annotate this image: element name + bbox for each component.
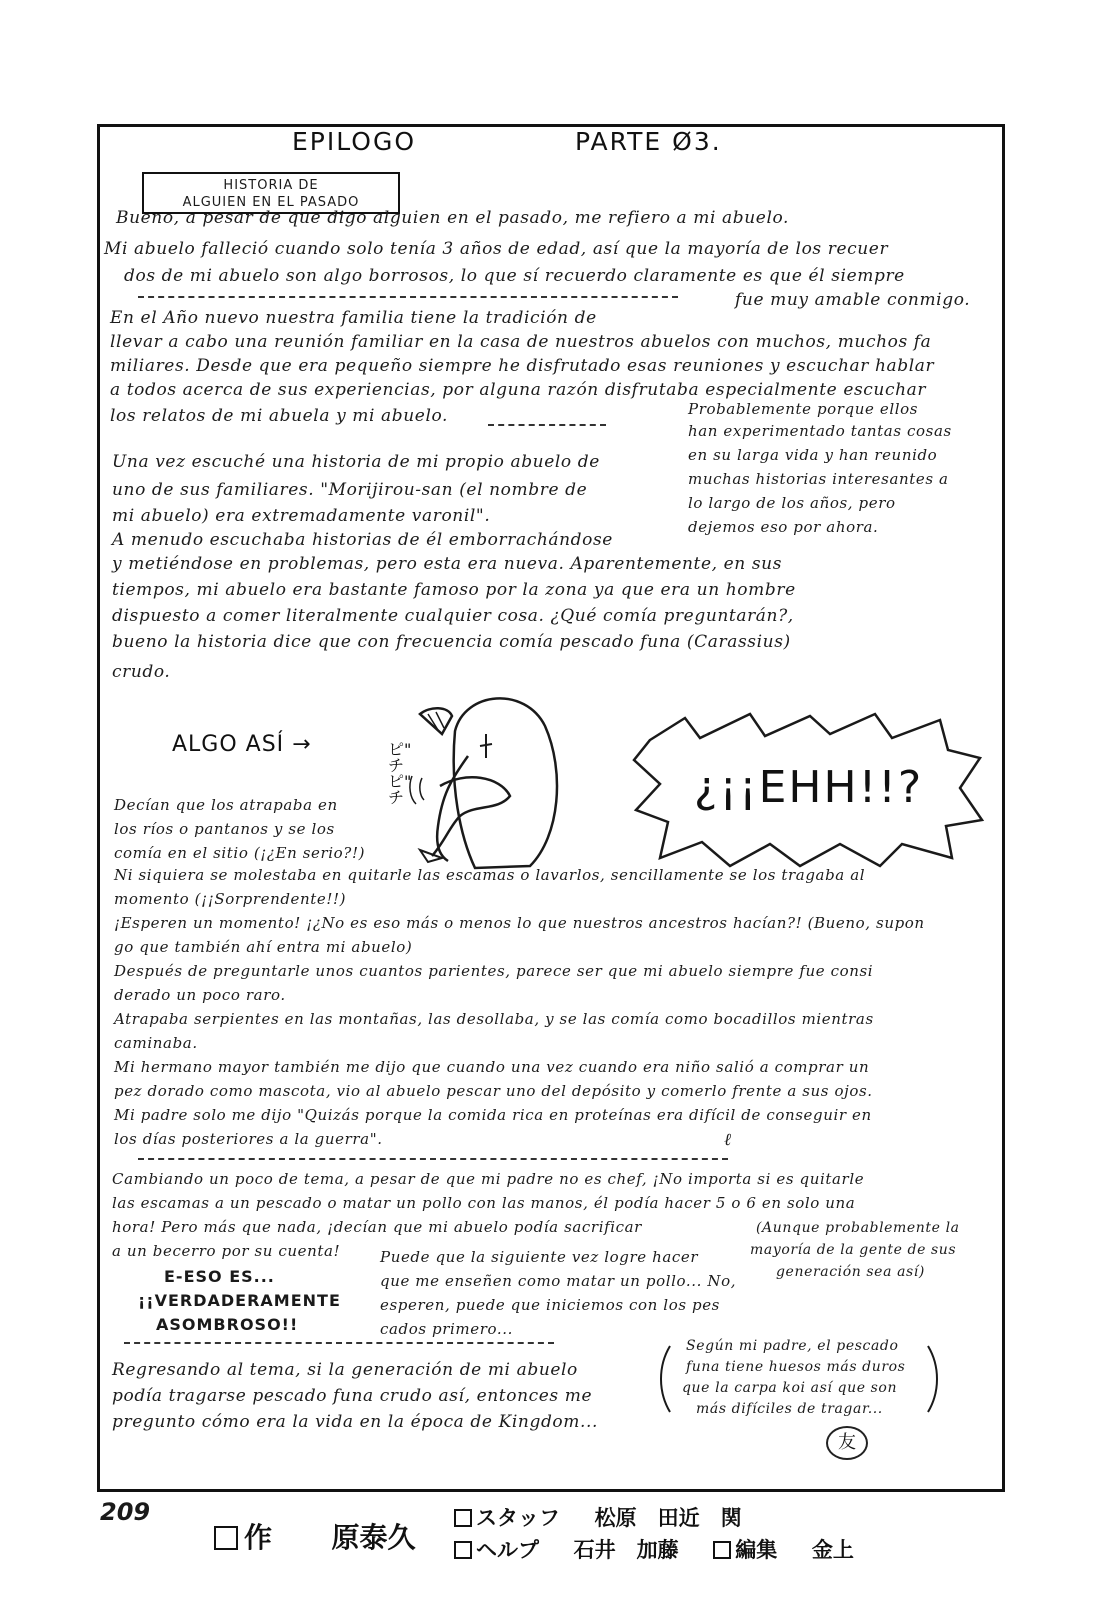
text-line: A menudo escuchaba historias de él emborrachándose bbox=[112, 530, 613, 550]
illustration-label: ALGO ASÍ → bbox=[172, 732, 312, 757]
sweat-drop-icon: ℓ bbox=[724, 1130, 732, 1150]
note-line: en su larga vida y han reunido bbox=[688, 446, 938, 464]
text-line: momento (¡¡Sorprendente!!) bbox=[114, 890, 347, 908]
blob-character-icon bbox=[380, 686, 580, 876]
text-line: llevar a cabo una reunión familiar en la casa de nuestros abuelos con muchos, muchos fa bbox=[110, 332, 932, 352]
page-title: EPILOGO bbox=[292, 127, 417, 156]
divider bbox=[138, 1158, 728, 1160]
exclaim-line: ¡¡VERDADERAMENTE bbox=[138, 1291, 341, 1310]
side-note-3 bbox=[656, 1336, 942, 1422]
sfx-3: ピ" bbox=[388, 772, 412, 791]
checkbox-square-icon bbox=[713, 1541, 731, 1559]
note-line: cados primero... bbox=[380, 1320, 513, 1338]
text-line: y metiéndose en problemas, pero esta era nueva. Aparentemente, en sus bbox=[112, 554, 783, 574]
text-line: los relatos de mi abuela y mi abuelo. bbox=[110, 406, 449, 426]
staff-label: スタッフ bbox=[476, 1506, 560, 1530]
text-line: uno de sus familiares. "Morijirou-san (el nombre de bbox=[112, 480, 588, 500]
sfx-1: ピ" bbox=[388, 740, 412, 759]
divider bbox=[124, 1342, 554, 1344]
text-line: Cambiando un poco de tema, a pesar de que mi padre no es chef, ¡No importa si es quitarle bbox=[112, 1170, 865, 1188]
note-line: Probablemente porque ellos bbox=[688, 400, 919, 418]
caption-line: comía en el sitio (¡¿En serio?!) bbox=[114, 844, 366, 862]
checkbox-square-icon bbox=[454, 1509, 472, 1527]
section-label-line1: HISTORIA DE bbox=[223, 178, 319, 193]
exclamation-burst bbox=[630, 710, 990, 870]
note-line: funa tiene huesos más duros bbox=[686, 1359, 906, 1375]
text-line: crudo. bbox=[112, 662, 171, 682]
text-line: Mi padre solo me dijo "Quizás porque la comida rica en proteínas era difícil de conseguir en bbox=[114, 1106, 872, 1124]
note-line: han experimentado tantas cosas bbox=[688, 422, 952, 440]
exclaim-line: ASOMBROSO!! bbox=[156, 1315, 299, 1334]
text-line: dos de mi abuelo son algo borrosos, lo que sí recuerdo claramente es que él siempre bbox=[124, 266, 905, 286]
text-line: Una vez escuché una historia de mi propio abuelo de bbox=[112, 452, 600, 472]
help-credit bbox=[454, 1534, 854, 1564]
sfx-2: チ bbox=[388, 756, 405, 775]
text-line: los días posteriores a la guerra". bbox=[114, 1130, 383, 1148]
text-line: Regresando al tema, si la generación de mi abuelo bbox=[112, 1360, 578, 1380]
text-line: pregunto cómo era la vida en la época de Kingdom... bbox=[112, 1412, 598, 1432]
text-line: dispuesto a comer literalmente cualquier cosa. ¿Qué comía preguntarán?, bbox=[112, 606, 794, 626]
help-names: 石井 加藤 bbox=[573, 1538, 679, 1562]
text-line: fue muy amable conmigo. bbox=[735, 290, 971, 310]
note-line: que la carpa koi así que son bbox=[682, 1380, 898, 1396]
grandfather-eating-fish-illustration bbox=[380, 686, 580, 876]
text-line: bueno la historia dice que con frecuencia comía pescado funa (Carassius) bbox=[112, 632, 791, 652]
author-label: 作 bbox=[244, 1521, 273, 1554]
staff-credit bbox=[454, 1502, 742, 1532]
text-line: a un becerro por su cuenta! bbox=[112, 1242, 341, 1260]
text-line: go que también ahí entra mi abuelo) bbox=[114, 938, 413, 956]
text-line: derado un poco raro. bbox=[114, 986, 286, 1004]
note-line: (Aunque probablemente la bbox=[756, 1220, 960, 1236]
text-line: tiempos, mi abuelo era bastante famoso por la zona ya que era un hombre bbox=[112, 580, 796, 600]
editor-name: 金上 bbox=[811, 1538, 854, 1562]
note-line: lo largo de los años, pero bbox=[688, 494, 896, 512]
staff-names: 松原 田近 関 bbox=[594, 1506, 742, 1530]
author-credit bbox=[214, 1516, 416, 1556]
section-label-line2: ALGUIEN EN EL PASADO bbox=[182, 195, 360, 210]
text-line: mi abuelo) era extremadamente varonil". bbox=[112, 506, 491, 526]
note-line: que me enseñen como matar un pollo... No, bbox=[380, 1272, 737, 1290]
text-line: Mi abuelo falleció cuando solo tenía 3 años de edad, así que la mayoría de los recuer bbox=[104, 239, 889, 259]
burst-text: ¿¡¡EHH!!? bbox=[694, 762, 924, 813]
note-line: dejemos eso por ahora. bbox=[688, 518, 879, 536]
page-number: 209 bbox=[100, 1498, 151, 1526]
divider bbox=[488, 424, 606, 426]
note-line: muchas historias interesantes a bbox=[688, 470, 949, 488]
note-line: esperen, puede que iniciemos con los pes bbox=[380, 1296, 720, 1314]
divider bbox=[138, 296, 678, 298]
caption-line: los ríos o pantanos y se los bbox=[114, 820, 335, 838]
note-line: más difíciles de tragar... bbox=[696, 1401, 883, 1417]
text-line: podía tragarse pescado funa crudo así, entonces me bbox=[112, 1386, 593, 1406]
editor-label: 編集 bbox=[735, 1538, 778, 1562]
note-line: mayoría de la gente de sus bbox=[750, 1242, 957, 1258]
text-line: ¡Esperen un momento! ¡¿No es eso más o menos lo que nuestros ancestros hacían?! (Bueno, supon bbox=[114, 914, 925, 932]
author-signature: 友 bbox=[826, 1426, 868, 1460]
text-line: Ni siquiera se molestaba en quitarle las escamas o lavarlos, sencillamente se los tragaba al bbox=[114, 866, 866, 884]
checkbox-square-icon bbox=[454, 1541, 472, 1559]
note-line: Según mi padre, el pescado bbox=[686, 1338, 899, 1354]
text-line: hora! Pero más que nada, ¡decían que mi abuelo podía sacrificar bbox=[112, 1218, 642, 1236]
author-name: 原泰久 bbox=[331, 1521, 416, 1554]
sfx-4: チ bbox=[388, 788, 405, 807]
text-line: Atrapaba serpientes en las montañas, las desollaba, y se las comía como bocadillos mientras bbox=[114, 1010, 874, 1028]
text-line: a todos acerca de sus experiencias, por alguna razón disfrutaba especialmente escuchar bbox=[110, 380, 927, 400]
text-line: En el Año nuevo nuestra familia tiene la tradición de bbox=[110, 308, 597, 328]
exclaim-line: E-ESO ES... bbox=[164, 1267, 275, 1286]
checkbox-square-icon bbox=[214, 1526, 238, 1550]
text-line: las escamas a un pescado o matar un pollo con las manos, él podía hacer 5 o 6 en solo una bbox=[112, 1194, 856, 1212]
part-label: PARTE Ø3. bbox=[575, 127, 722, 156]
note-line: Puede que la siguiente vez logre hacer bbox=[380, 1248, 699, 1266]
note-line: generación sea así) bbox=[776, 1264, 925, 1280]
text-line: Mi hermano mayor también me dijo que cuando una vez cuando era niño salió a comprar un bbox=[114, 1058, 870, 1076]
text-line: pez dorado como mascota, vio al abuelo pescar uno del depósito y comerlo frente a sus ojos. bbox=[114, 1082, 873, 1100]
text-line: miliares. Desde que era pequeño siempre he disfrutado esas reuniones y escuchar hablar bbox=[110, 356, 935, 376]
text-line: caminaba. bbox=[114, 1034, 198, 1052]
caption-line: Decían que los atrapaba en bbox=[114, 796, 338, 814]
help-label: ヘルプ bbox=[476, 1538, 539, 1562]
text-line: Bueno, a pesar de que digo alguien en el pasado, me refiero a mi abuelo. bbox=[116, 208, 790, 228]
text-line: Después de preguntarle unos cuantos parientes, parece ser que mi abuelo siempre fue consi bbox=[114, 962, 874, 980]
